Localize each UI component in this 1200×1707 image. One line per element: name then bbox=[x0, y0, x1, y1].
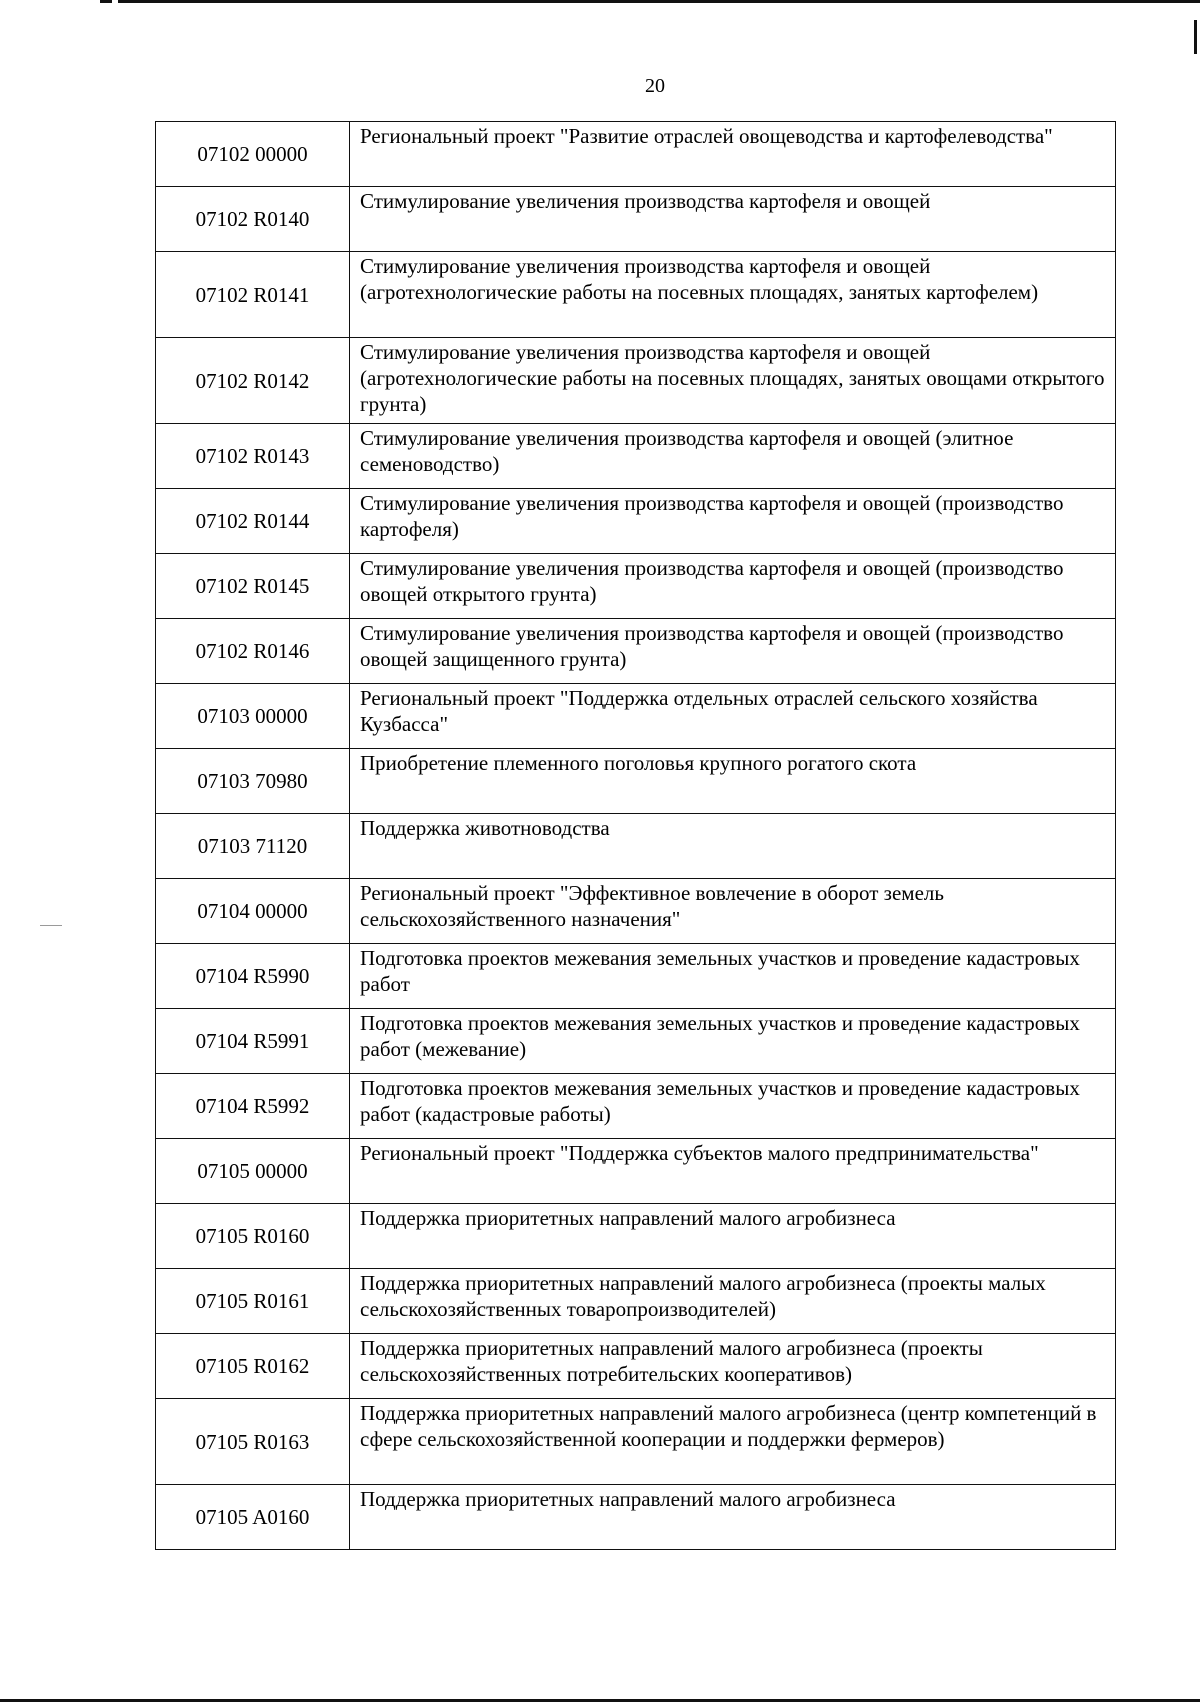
table-row bbox=[156, 1074, 1116, 1139]
table-row bbox=[156, 619, 1116, 684]
row-code: 07104 R5991 bbox=[156, 1009, 350, 1074]
row-code: 07102 R0146 bbox=[156, 619, 350, 684]
table-row bbox=[156, 554, 1116, 619]
table-row bbox=[156, 187, 1116, 252]
table-row bbox=[156, 122, 1116, 187]
table-row bbox=[156, 944, 1116, 1009]
row-code: 07103 00000 bbox=[156, 684, 350, 749]
table-row bbox=[156, 1334, 1116, 1399]
table-row bbox=[156, 1009, 1116, 1074]
row-code: 07104 00000 bbox=[156, 879, 350, 944]
row-code: 07102 00000 bbox=[156, 122, 350, 187]
row-description: Региональный проект "Развитие отраслей овощеводства и картофелеводства" bbox=[350, 122, 1116, 187]
row-description: Приобретение племенного поголовья крупного рогатого скота bbox=[350, 749, 1116, 814]
row-description: Поддержка приоритетных направлений малого агробизнеса (проекты малых сельскохозяйственных товаропроизводителей) bbox=[350, 1269, 1116, 1334]
row-code: 07102 R0143 bbox=[156, 424, 350, 489]
row-description: Региональный проект "Поддержка отдельных отраслей сельского хозяйства Кузбасса" bbox=[350, 684, 1116, 749]
row-description: Стимулирование увеличения производства картофеля и овощей bbox=[350, 187, 1116, 252]
budget-code-table bbox=[155, 121, 1116, 1550]
row-code: 07105 A0160 bbox=[156, 1485, 350, 1550]
table-row bbox=[156, 1204, 1116, 1269]
table-row bbox=[156, 489, 1116, 554]
row-code: 07102 R0140 bbox=[156, 187, 350, 252]
row-description: Стимулирование увеличения производства картофеля и овощей (производство овощей защищенного грунта) bbox=[350, 619, 1116, 684]
row-code: 07104 R5992 bbox=[156, 1074, 350, 1139]
row-code: 07102 R0144 bbox=[156, 489, 350, 554]
row-description: Поддержка животноводства bbox=[350, 814, 1116, 879]
row-code: 07103 70980 bbox=[156, 749, 350, 814]
scan-right-border bbox=[1194, 20, 1197, 54]
row-code: 07103 71120 bbox=[156, 814, 350, 879]
row-code: 07105 R0161 bbox=[156, 1269, 350, 1334]
row-description: Поддержка приоритетных направлений малого агробизнеса bbox=[350, 1485, 1116, 1550]
row-description: Стимулирование увеличения производства картофеля и овощей (производство картофеля) bbox=[350, 489, 1116, 554]
row-code: 07105 R0162 bbox=[156, 1334, 350, 1399]
row-description: Стимулирование увеличения производства картофеля и овощей (агротехнологические работы на посевных площадях, занятых картофелем) bbox=[350, 252, 1116, 338]
table-row bbox=[156, 1139, 1116, 1204]
table-row bbox=[156, 879, 1116, 944]
row-code: 07105 R0160 bbox=[156, 1204, 350, 1269]
row-description: Региональный проект "Эффективное вовлечение в оборот земель сельскохозяйственного назначения" bbox=[350, 879, 1116, 944]
scan-top-border bbox=[118, 0, 1200, 3]
table-row bbox=[156, 338, 1116, 424]
table-row bbox=[156, 814, 1116, 879]
scan-edge-mark bbox=[100, 0, 112, 3]
scan-bottom-border bbox=[0, 1699, 1200, 1702]
row-description: Поддержка приоритетных направлений малого агробизнеса bbox=[350, 1204, 1116, 1269]
table-row bbox=[156, 1485, 1116, 1550]
row-code: 07102 R0145 bbox=[156, 554, 350, 619]
row-code: 07105 R0163 bbox=[156, 1399, 350, 1485]
row-code: 07102 R0142 bbox=[156, 338, 350, 424]
table-row bbox=[156, 1269, 1116, 1334]
row-description: Стимулирование увеличения производства картофеля и овощей (элитное семеноводство) bbox=[350, 424, 1116, 489]
row-description: Поддержка приоритетных направлений малого агробизнеса (центр компетенций в сфере сельскохозяйственной кооперации и поддержки фермеров) bbox=[350, 1399, 1116, 1485]
table-row bbox=[156, 749, 1116, 814]
table-row bbox=[156, 252, 1116, 338]
scan-artifact bbox=[40, 925, 62, 926]
table-row bbox=[156, 424, 1116, 489]
row-description: Подготовка проектов межевания земельных участков и проведение кадастровых работ (кадастровые работы) bbox=[350, 1074, 1116, 1139]
row-code: 07102 R0141 bbox=[156, 252, 350, 338]
row-description: Стимулирование увеличения производства картофеля и овощей (производство овощей открытого грунта) bbox=[350, 554, 1116, 619]
row-description: Подготовка проектов межевания земельных участков и проведение кадастровых работ (межевание) bbox=[350, 1009, 1116, 1074]
row-code: 07104 R5990 bbox=[156, 944, 350, 1009]
row-description: Региональный проект "Поддержка субъектов малого предпринимательства" bbox=[350, 1139, 1116, 1204]
table-row bbox=[156, 1399, 1116, 1485]
row-description: Подготовка проектов межевания земельных участков и проведение кадастровых работ bbox=[350, 944, 1116, 1009]
page-number: 20 bbox=[645, 75, 665, 97]
row-code: 07105 00000 bbox=[156, 1139, 350, 1204]
row-description: Поддержка приоритетных направлений малого агробизнеса (проекты сельскохозяйственных потребительских кооперативов) bbox=[350, 1334, 1116, 1399]
table-row bbox=[156, 684, 1116, 749]
row-description: Стимулирование увеличения производства картофеля и овощей (агротехнологические работы на посевных площадях, занятых овощами открытого грунта) bbox=[350, 338, 1116, 424]
